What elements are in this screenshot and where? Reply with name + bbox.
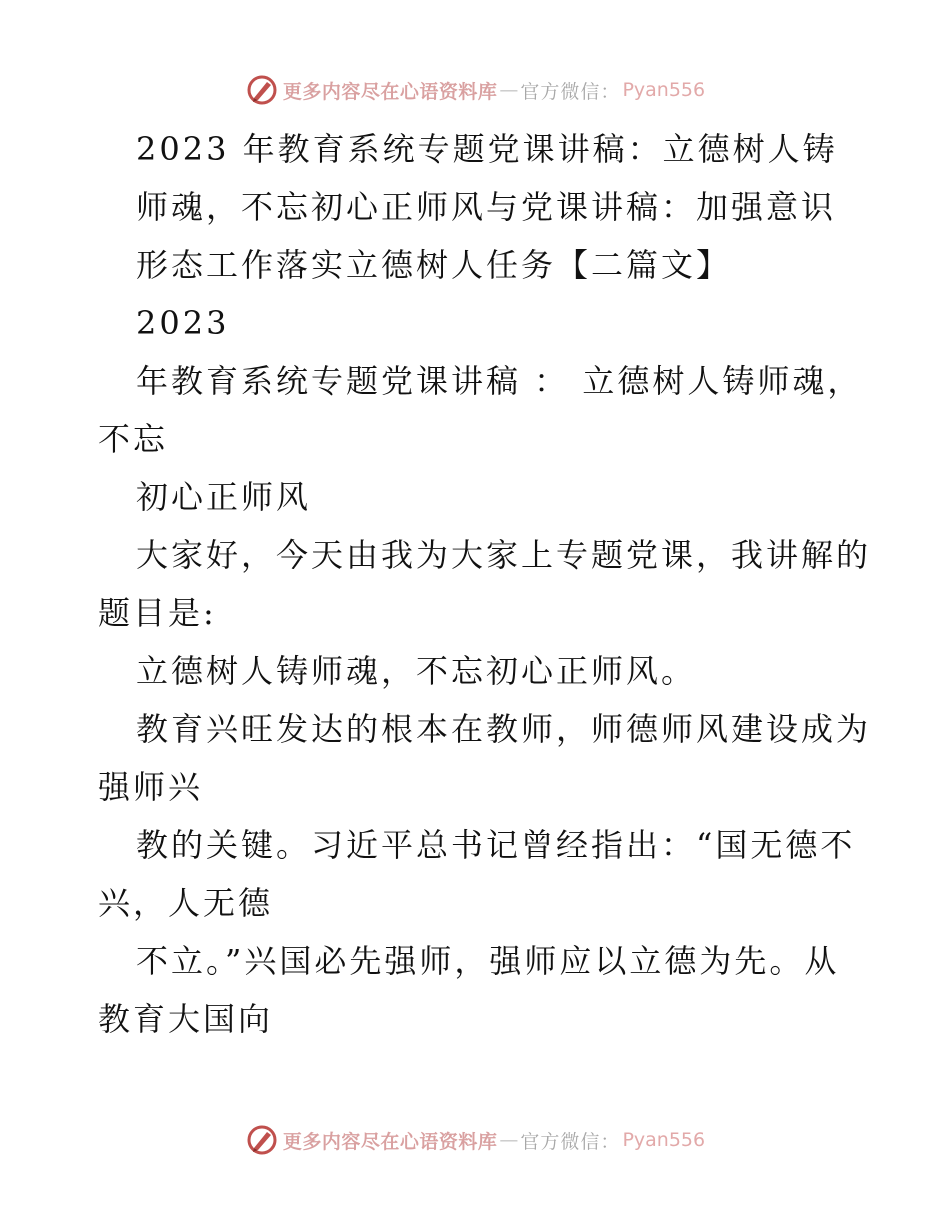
text-line: 兴，人无德 (98, 884, 274, 922)
watermark-header (0, 70, 950, 110)
text-line: 立德树人铸师魂，不忘初心正师风。 (136, 652, 697, 690)
text-line: 2023 年教育系统专题党课讲稿：立德树人铸 (136, 130, 838, 168)
watermark-main-text: 更多内容尽在心语资料库 (282, 1130, 498, 1153)
watermark-label: 官方微信： (520, 80, 621, 103)
pen-logo-icon (245, 1123, 279, 1157)
watermark-id: Pyan556 (622, 1129, 706, 1151)
text-line: 大家好，今天由我为大家上专题党课，我讲解的 (136, 536, 872, 574)
pen-logo-icon (245, 73, 279, 107)
text-line: 强师兴 (98, 768, 204, 806)
document-body (98, 120, 872, 1048)
text-line: 教育大国向 (98, 1000, 274, 1038)
watermark-dash: — (499, 1129, 519, 1151)
watermark-id: Pyan556 (622, 79, 706, 101)
text-line: 题目是: (98, 594, 217, 632)
text-line: 年教育系统专题党课讲稿 ： 立德树人铸师魂， (136, 362, 863, 400)
text-line: 教的关键。习近平总书记曾经指出：“国无德不 (136, 826, 856, 864)
text-line: 不立。”兴国必先强师，强师应以立德为先。从 (136, 942, 840, 980)
text-line: 初心正师风 (136, 478, 312, 516)
watermark-footer (0, 1120, 950, 1160)
text-line: 2023 (136, 304, 230, 342)
text-line: 师魂，不忘初心正师风与党课讲稿：加强意识 (136, 188, 837, 226)
watermark-label: 官方微信： (520, 1130, 621, 1153)
watermark-dash: — (499, 79, 519, 101)
text-line: 不忘 (98, 420, 169, 458)
text-line: 形态工作落实立德树人任务【二篇文】 (136, 246, 732, 284)
watermark-main-text: 更多内容尽在心语资料库 (282, 80, 498, 103)
text-line: 教育兴旺发达的根本在教师，师德师风建设成为 (136, 710, 872, 748)
